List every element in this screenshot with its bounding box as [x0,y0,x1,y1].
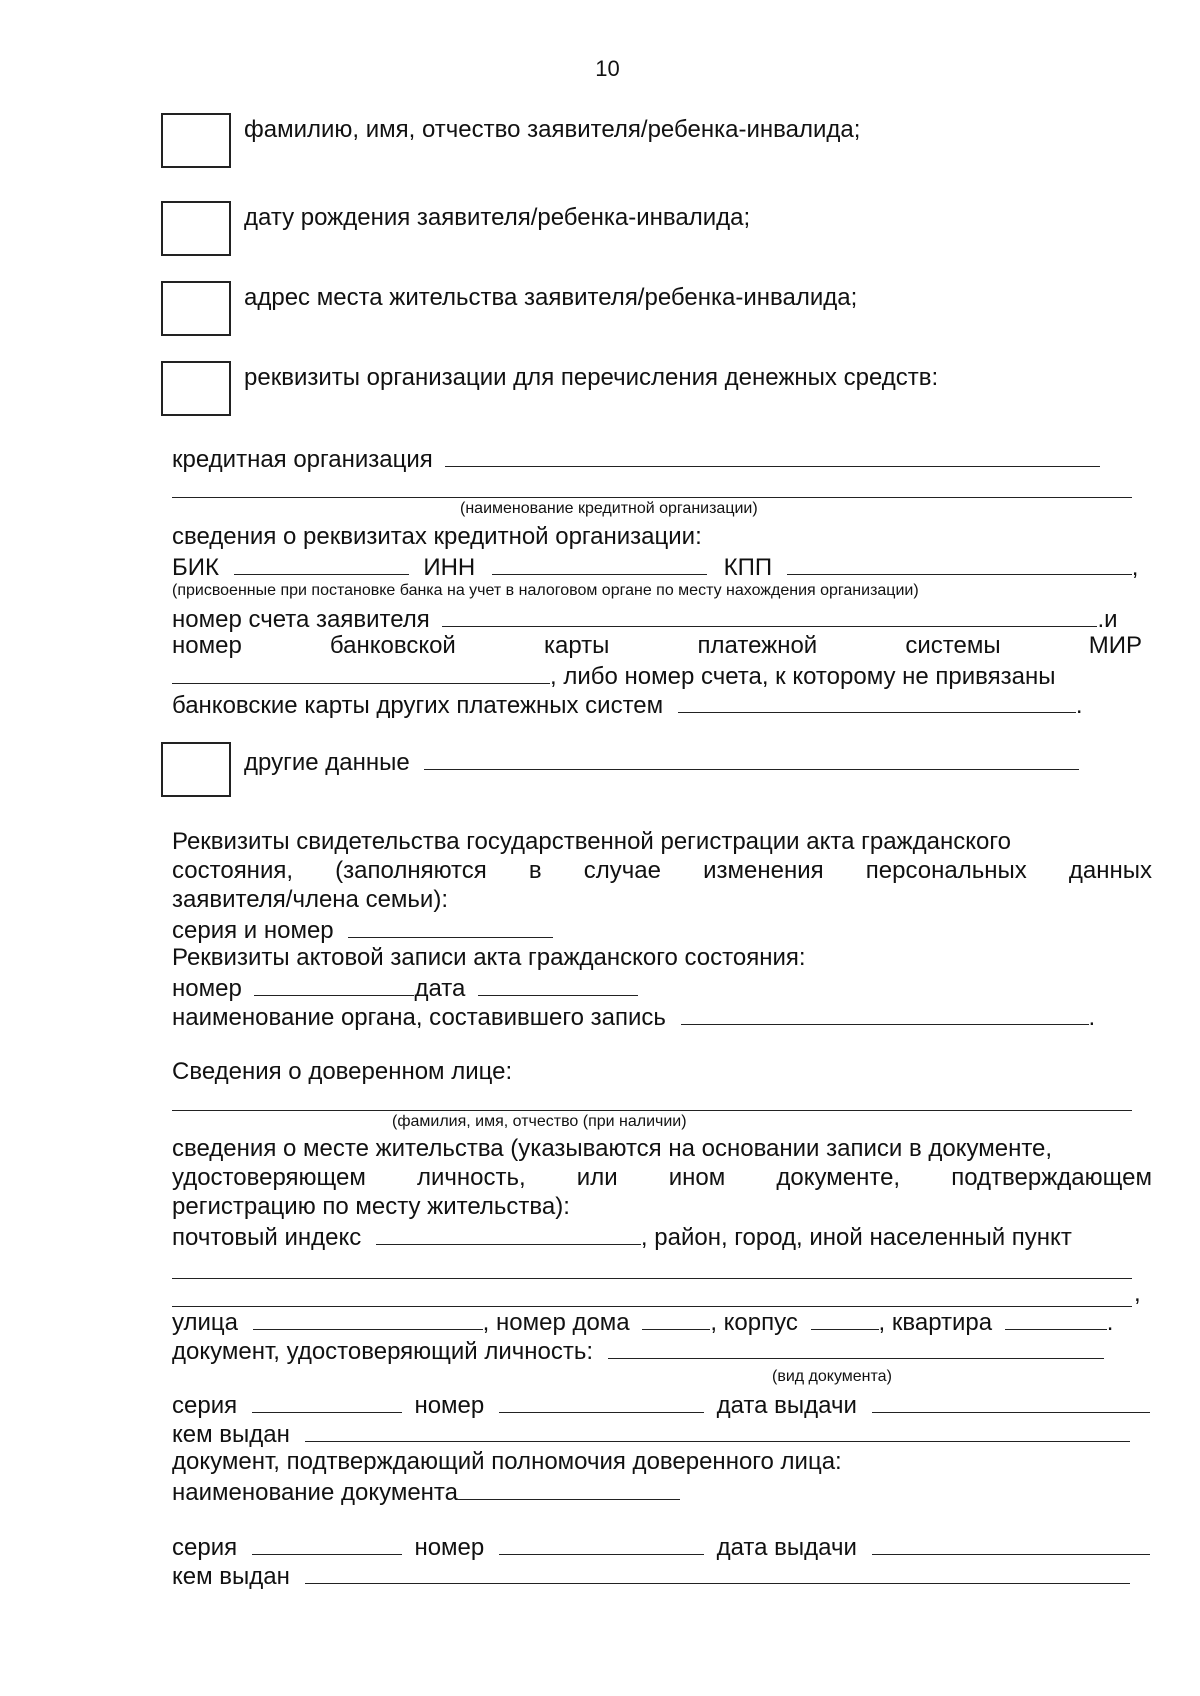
organ-end: . [1088,1004,1096,1031]
number-label: номер [414,1392,485,1419]
organ-row [172,1002,1095,1032]
account-row [172,604,1118,634]
series-label: серия [172,1534,238,1561]
power-series-field[interactable] [252,1532,402,1555]
inn-field[interactable] [492,552,707,575]
id-doc-row [172,1336,1104,1366]
civil-line-3: заявителя/члена семьи): [172,886,448,913]
doc-name-field[interactable] [458,1477,680,1500]
other-cards-field[interactable] [678,690,1076,713]
civil-word: случае [583,857,661,884]
inn-label: ИНН [423,554,476,581]
locality-field-1[interactable] [172,1278,1132,1279]
id-issued-by-field[interactable] [305,1419,1130,1442]
street-label: улица [172,1309,238,1336]
doc-type-caption: (вид документа) [772,1368,892,1385]
kpp-comma: , [1131,554,1139,581]
street-field[interactable] [253,1307,483,1330]
checkbox-address-label: адрес места жительства заявителя/ребенка-инвалида; [244,284,858,311]
civil-word: данных [1068,857,1152,884]
credit-org-row [172,444,1100,474]
house-field[interactable] [642,1307,710,1330]
credit-org-label: кредитная организация [172,446,433,473]
bik-label: БИК [172,554,219,581]
power-issued-by-row [172,1561,1130,1591]
assigned-caption: (присвоенные при постановке банка на учет в налоговом органе по месту нахождения организации) [172,582,919,599]
issue-date-label: дата выдачи [716,1534,857,1561]
power-issued-by-field[interactable] [305,1561,1130,1584]
or-account-row [172,661,1055,691]
checkbox-address[interactable] [161,281,231,336]
number-label: номер [414,1534,485,1561]
civil-line-1: Реквизиты свидетельства государственной регистрации акта гражданского [172,828,1011,855]
residence-line-3: регистрацию по месту жительства): [172,1193,570,1220]
apartment-field[interactable] [1005,1307,1107,1330]
card-word: карты [543,632,610,659]
checkbox-bank-details[interactable] [161,361,231,416]
power-series-row [172,1532,1150,1562]
residence-word: документе, [776,1164,901,1191]
organ-label: наименование органа, составившего запись [172,1004,666,1031]
organ-field[interactable] [681,1002,1089,1025]
kpp-field[interactable] [787,552,1132,575]
issue-date-label: дата выдачи [716,1392,857,1419]
id-doc-field[interactable] [608,1336,1104,1359]
locality-comma: , [1134,1280,1141,1307]
act-number-label: номер [172,975,242,1002]
card-number-row [172,632,1142,660]
act-record-label: Реквизиты актовой записи акта гражданского состояния: [172,944,806,971]
account-label: номер счета заявителя [172,606,430,633]
or-account-label: , либо номер счета, к которому не привязаны [550,663,1056,690]
issued-by-label: кем выдан [172,1421,290,1448]
credit-org-caption: (наименование кредитной организации) [460,500,758,517]
act-number-field[interactable] [254,973,414,996]
trustee-heading: Сведения о доверенном лице: [172,1058,513,1085]
civil-word: (заполняются [335,857,487,884]
act-date-field[interactable] [478,973,638,996]
residence-line-1: сведения о месте жительства (указываются на основании записи в документе, [172,1135,1053,1162]
act-number-date-row [172,973,638,1003]
checkbox-other-data-label: другие данные [244,749,410,776]
card-word: системы [905,632,1001,659]
card-word: МИР [1088,632,1142,659]
house-label: , номер дома [482,1309,630,1336]
kpp-label: КПП [723,554,773,581]
act-date-label: дата [414,975,466,1002]
bik-inn-kpp-row [172,552,1138,582]
building-label: , корпус [710,1309,798,1336]
civil-word: персональных [865,857,1027,884]
id-issued-by-row [172,1419,1130,1449]
checkbox-other-data[interactable] [161,742,231,797]
card-word: номер [172,632,242,659]
street-row [172,1307,1113,1337]
power-issue-date-field[interactable] [872,1532,1150,1555]
bank-requisites-label: сведения о реквизитах кредитной организации: [172,523,702,550]
residence-line-2 [172,1164,1152,1192]
doc-name-row [172,1477,680,1507]
series-number-field[interactable] [348,915,553,938]
series-number-row [172,915,553,945]
id-number-field[interactable] [499,1390,704,1413]
civil-word: в [528,857,542,884]
series-number-label: серия и номер [172,917,334,944]
id-issue-date-field[interactable] [872,1390,1150,1413]
apartment-label: , квартира [878,1309,993,1336]
issued-by-label: кем выдан [172,1563,290,1590]
doc-name-label: наименование документа [172,1479,458,1506]
postal-row [172,1222,1072,1252]
other-cards-end: . [1075,692,1083,719]
other-data-field[interactable] [424,747,1079,770]
trustee-fio-field[interactable] [172,1110,1132,1111]
street-end: . [1106,1309,1114,1336]
residence-word: подтверждающем [951,1164,1152,1191]
checkbox-birth-date-label: дату рождения заявителя/ребенка-инвалида; [244,204,751,231]
residence-word: удостоверяющем [172,1164,366,1191]
trustee-fio-caption: (фамилия, имя, отчество (при наличии) [392,1113,687,1130]
power-doc-label: документ, подтверждающий полномочия доверенного лица: [172,1448,842,1475]
residence-word: личность, [416,1164,526,1191]
civil-word: изменения [703,857,824,884]
account-end: .и [1097,606,1118,633]
postal-field[interactable] [376,1222,641,1245]
id-series-row [172,1390,1150,1420]
other-data-row [244,747,1079,777]
residence-word: ином [668,1164,726,1191]
credit-org-field[interactable] [445,444,1100,467]
mir-card-field[interactable] [172,661,550,684]
series-label: серия [172,1392,238,1419]
bik-field[interactable] [234,552,409,575]
postal-label: почтовый индекс [172,1224,362,1251]
card-word: платежной [697,632,818,659]
civil-line-2 [172,857,1152,885]
card-word: банковской [329,632,456,659]
id-doc-label: документ, удостоверяющий личность: [172,1338,594,1365]
civil-word: состояния, [172,857,294,884]
account-field[interactable] [442,604,1097,627]
residence-word: или [576,1164,618,1191]
checkbox-full-name-label: фамилию, имя, отчество заявителя/ребенка-инвалида; [244,116,861,143]
checkbox-full-name[interactable] [161,113,231,168]
other-cards-row [172,690,1083,720]
id-series-field[interactable] [252,1390,402,1413]
locality-label: , район, город, иной населенный пункт [640,1224,1072,1251]
power-number-field[interactable] [499,1532,704,1555]
credit-org-line-2[interactable] [172,497,1132,498]
checkbox-bank-details-label: реквизиты организации для перечисления денежных средств: [244,364,939,391]
checkbox-birth-date[interactable] [161,201,231,256]
building-field[interactable] [811,1307,879,1330]
page-number: 10 [595,56,620,81]
other-cards-label: банковские карты других платежных систем [172,692,664,719]
